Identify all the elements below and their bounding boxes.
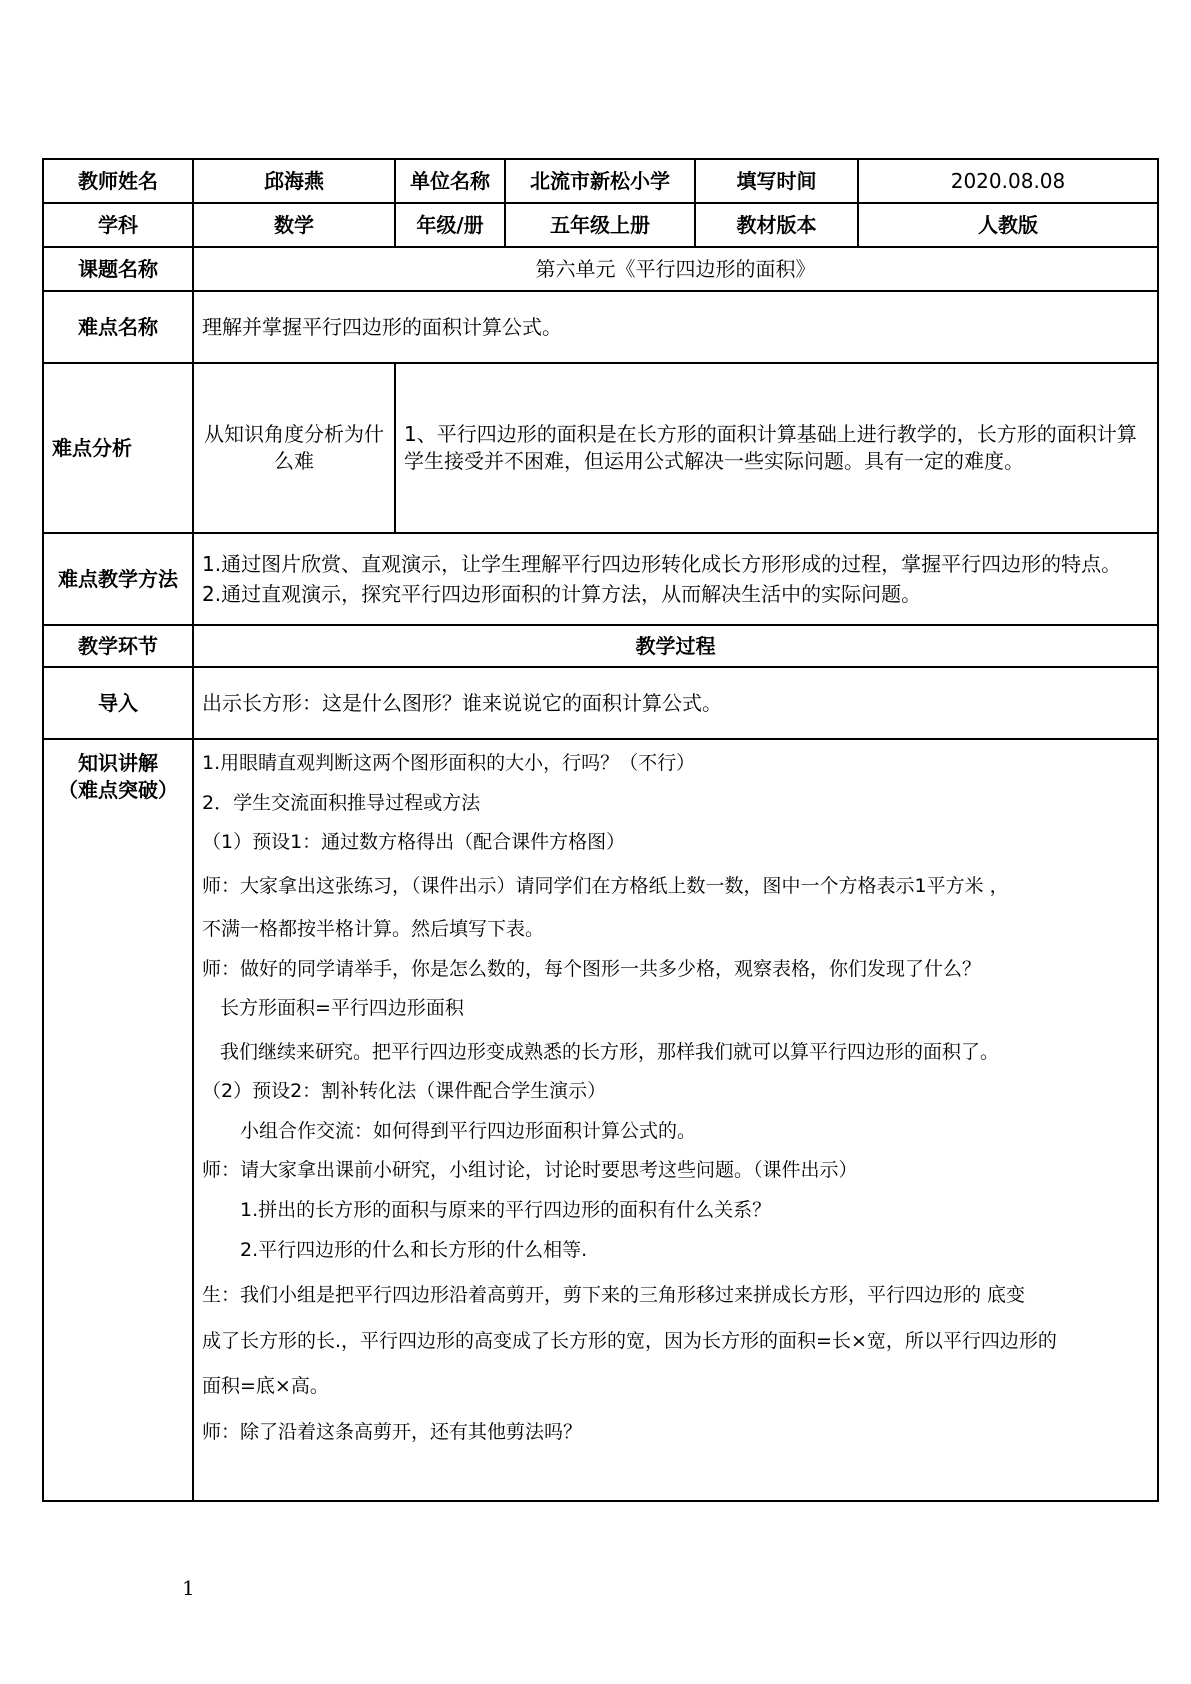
knowledge-line-8: 我们继续来研究。把平行四边形变成熟悉的长方形，那样我们就可以算平行四边形的面积了。 bbox=[220, 1040, 1000, 1063]
analysis-text: 1、平行四边形的面积是在长方形的面积计算基础上进行教学的，长方形的面积计算学生接受并不困难，但运用公式解决一些实际问题。具有一定的难度。 bbox=[395, 363, 1158, 533]
process-header-row bbox=[43, 625, 1158, 667]
knowledge-line-12: 1.拼出的长方形的面积与原来的平行四边形的面积有什么关系？ bbox=[240, 1199, 772, 1222]
knowledge-line-13: 2.平行四边形的什么和长方形的什么相等. bbox=[240, 1238, 588, 1261]
subject-value: 数学 bbox=[193, 203, 395, 247]
knowledge-row bbox=[43, 739, 1158, 1501]
knowledge-line-1: 1.用眼睛直观判断这两个图形面积的大小，行吗？（不行） bbox=[202, 752, 696, 774]
edition-value: 人教版 bbox=[858, 203, 1158, 247]
knowledge-line-16: 面积=底×高。 bbox=[202, 1375, 329, 1398]
grade-value: 五年级上册 bbox=[505, 203, 695, 247]
teacher-value: 邱海燕 bbox=[193, 159, 395, 203]
knowledge-line-17: 师：除了沿着这条高剪开，还有其他剪法吗？ bbox=[202, 1420, 583, 1443]
knowledge-line-14: 生：我们小组是把平行四边形沿着高剪开，剪下来的三角形移过来拼成长方形，平行四边形的 底变 bbox=[202, 1284, 1026, 1307]
knowledge-line-2: 2．学生交流面积推导过程或方法 bbox=[202, 791, 481, 814]
knowledge-line-11: 师：请大家拿出课前小研究，小组讨论，讨论时要思考这些问题。（课件出示） bbox=[202, 1159, 858, 1182]
teacher-label: 教师姓名 bbox=[43, 159, 193, 203]
intro-row bbox=[43, 667, 1158, 739]
method-label: 难点教学方法 bbox=[43, 533, 193, 625]
knowledge-line-4: 师：大家拿出这张练习，（课件出示）请同学们在方格纸上数一数，图中一个方格表示1平方米 ， bbox=[202, 874, 1009, 897]
knowledge-label bbox=[43, 739, 193, 1501]
knowledge-line-7: 长方形面积=平行四边形面积 bbox=[220, 997, 464, 1020]
knowledge-line-10: 小组合作交流：如何得到平行四边形面积计算公式的。 bbox=[240, 1119, 697, 1142]
topic-value: 第六单元《平行四边形的面积》 bbox=[193, 247, 1158, 291]
lesson-plan-table bbox=[42, 158, 1159, 1502]
analysis-label: 难点分析 bbox=[43, 363, 193, 533]
analysis-sub-label: 从知识角度分析为什么难 bbox=[193, 363, 395, 533]
intro-value: 出示长方形：这是什么图形？谁来说说它的面积计算公式。 bbox=[193, 667, 1158, 739]
method-line-2: 2.通过直观演示，探究平行四边形面积的计算方法，从而解决生活中的实际问题。 bbox=[202, 582, 922, 606]
knowledge-line-6: 师：做好的同学请举手，你是怎么数的，每个图形一共多少格，观察表格，你们发现了什么？ bbox=[202, 957, 982, 980]
method-row bbox=[43, 533, 1158, 625]
knowledge-label-1: 知识讲解 bbox=[78, 751, 158, 775]
grade-label: 年级/册 bbox=[395, 203, 505, 247]
header-row-2 bbox=[43, 203, 1158, 247]
difficulty-value: 理解并掌握平行四边形的面积计算公式。 bbox=[193, 291, 1158, 363]
date-value: 2020.08.08 bbox=[858, 159, 1158, 203]
method-line-1: 1.通过图片欣赏、直观演示，让学生理解平行四边形转化成长方形形成的过程，掌握平行四边形的特点。 bbox=[202, 552, 1122, 576]
unit-value: 北流市新松小学 bbox=[505, 159, 695, 203]
analysis-row bbox=[43, 363, 1158, 533]
subject-label: 学科 bbox=[43, 203, 193, 247]
page-number: 1 bbox=[182, 1576, 195, 1600]
knowledge-line-15: 成了长方形的长.，平行四边形的高变成了长方形的宽，因为长方形的面积=长×宽，所以平行四边形的 bbox=[202, 1329, 1057, 1352]
process-value: 教学过程 bbox=[193, 625, 1158, 667]
knowledge-line-3: （1）预设1：通过数方格得出（配合课件方格图） bbox=[202, 831, 626, 854]
process-label: 教学环节 bbox=[43, 625, 193, 667]
topic-label: 课题名称 bbox=[43, 247, 193, 291]
topic-row bbox=[43, 247, 1158, 291]
knowledge-label-2: （难点突破） bbox=[58, 778, 178, 802]
edition-label: 教材版本 bbox=[695, 203, 858, 247]
unit-label: 单位名称 bbox=[395, 159, 505, 203]
method-text bbox=[193, 533, 1158, 625]
knowledge-line-9: （2）预设2：割补转化法（课件配合学生演示） bbox=[202, 1080, 607, 1103]
intro-label: 导入 bbox=[43, 667, 193, 739]
difficulty-row bbox=[43, 291, 1158, 363]
difficulty-label: 难点名称 bbox=[43, 291, 193, 363]
header-row-1 bbox=[43, 159, 1158, 203]
knowledge-body bbox=[193, 739, 1158, 1501]
date-label: 填写时间 bbox=[695, 159, 858, 203]
knowledge-line-5: 不满一格都按半格计算。然后填写下表。 bbox=[202, 918, 545, 941]
